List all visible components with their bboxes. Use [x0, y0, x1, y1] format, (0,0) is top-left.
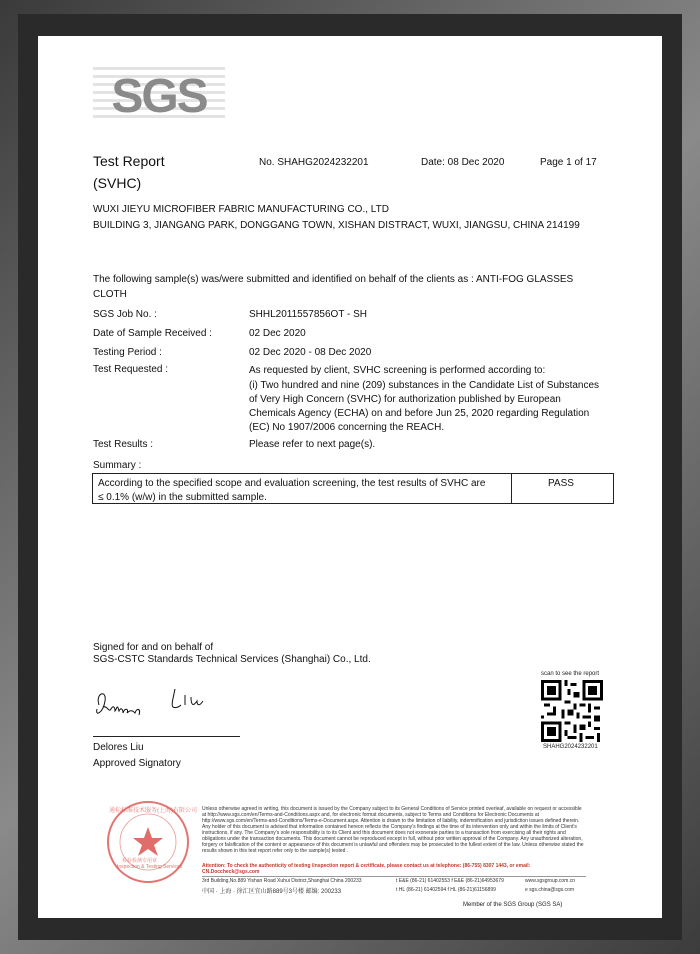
sample-intro: The following sample(s) was/were submitted and identified on behalf of the clients as : ANTI-FOG GLASSES: [93, 274, 574, 285]
summary-result: PASS: [548, 478, 574, 489]
signature: [93, 683, 213, 723]
period-label: Testing Period :: [93, 347, 162, 358]
qr-code: [541, 680, 603, 742]
requested-line-4: Chemicals Agency (ECHA) on and before Jun 25, 2020 regarding Regulation: [249, 408, 590, 419]
summary-label: Summary :: [93, 460, 142, 471]
qr-caption-top: scan to see the report: [541, 671, 600, 677]
requested-line-5: (EC) No 1907/2006 concerning the REACH.: [249, 422, 445, 433]
footer-website: www.sgsgroup.com.cn: [525, 878, 576, 884]
report-date: Date: 08 Dec 2020: [421, 157, 505, 168]
requested-line-1: As requested by client, SVHC screening is performed according to:: [249, 365, 546, 376]
results-label: Test Results :: [93, 439, 154, 450]
report-subtitle: (SVHC): [93, 175, 142, 191]
sgs-group-member: Member of the SGS Group (SGS SA): [463, 902, 563, 908]
results-value: Please refer to next page(s).: [249, 439, 376, 450]
client-address: BUILDING 3, JIANGANG PARK, DONGGANG TOWN, XISHAN DISTRACT, WUXI, JIANGSU, CHINA 214199: [93, 220, 580, 231]
received-label: Date of Sample Received :: [93, 328, 212, 339]
summary-text-1: According to the specified scope and evaluation screening, the test results of SVHC are: [98, 478, 486, 489]
footer-address-cn: 中国 · 上海 · 徐汇区宜山路889号3号楼 邮编: 200233: [202, 889, 342, 895]
footer-rule: [202, 876, 586, 877]
report-number: No. SHAHG2024232201: [259, 157, 369, 168]
summary-divider: [511, 474, 512, 503]
legal-disclaimer: Unless otherwise agreed in writing, this document is issued by the Company subject to its General Conditions of Service printed overleaf, available on request or accessible at http://www.sgs.com/en/Terms-and-Conditions.aspx and, for electronic format documents, subject to Terms and Conditions for Electronic Documents at http://www.sgs.com/en/Terms-and-Conditions/Terms-e-Document.aspx. Attention is drawn to the limitation of liability, indemnification and jurisdiction issues defined therein. Any holder of this document is advised that information contained hereon reflects the Company's findings at the time of its intervention only and within the limits of Client's instructions, if any. The Company's sole responsibility is to its Client and this document does not exonerate parties to a transaction from exercising all their rights and obligations under the transaction documents. This document cannot be reproduced except in full, without prior written approval of the Company. Any unauthorized alteration, forgery or falsification of the content or appearance of this document is unlawful and offenders may be prosecuted to the fullest extent of the law. Unless otherwise stated the results shown in this test report refer only to the sample(s) tested .: [202, 806, 584, 854]
footer-tel-1: t E&E (86-21) 61402553 f E&E (86-21)64953679: [396, 878, 504, 884]
sgs-logo: [93, 63, 225, 123]
job-no-label: SGS Job No. :: [93, 309, 157, 320]
sample-intro-cont: CLOTH: [93, 289, 127, 300]
footer-tel-2: t HL (86-21) 61402594 f HL (86-21)61156899: [396, 887, 496, 893]
seal-company-cn: 通标标准技术服务(上海)有限公司: [109, 808, 197, 814]
requested-line-2: (i) Two hundred and nine (209) substances in the Candidate List of Substances: [249, 380, 600, 391]
signatory-name: Delores Liu: [93, 742, 144, 753]
client-name: WUXI JIEYU MICROFIBER FABRIC MANUFACTURING CO., LTD: [93, 204, 389, 215]
footer-address-en: 3rd Building,No.889 Yishan Road Xuhui District,Shanghai China 200233: [202, 878, 362, 884]
signing-company: SGS-CSTC Standards Technical Services (Shanghai) Co., Ltd.: [93, 654, 371, 665]
signatory-role: Approved Signatory: [93, 758, 181, 769]
page-number: Page 1 of 17: [540, 157, 597, 168]
qr-caption-bottom: SHAHG2024232201: [543, 744, 598, 750]
report-title: Test Report: [93, 153, 165, 169]
signed-for: Signed for and on behalf of: [93, 642, 214, 653]
job-no-value: SHHL2011557856OT - SH: [249, 309, 368, 320]
requested-line-3: of Very High Concern (SVHC) for authorization published by European: [249, 394, 561, 405]
signature-line: [93, 736, 240, 737]
summary-table: [92, 473, 614, 504]
seal-subtitle-cn: 检验检测专用章: [122, 858, 158, 864]
period-value: 02 Dec 2020 - 08 Dec 2020: [249, 347, 372, 358]
received-value: 02 Dec 2020: [249, 328, 306, 339]
requested-label: Test Requested :: [93, 364, 169, 375]
svg-text:SGS: SGS: [111, 70, 207, 123]
summary-text-2: ≤ 0.1% (w/w) in the submitted sample.: [98, 492, 267, 503]
seal-subtitle-en: Inspection & Testing Services: [117, 864, 183, 870]
authenticity-notice: Attention: To check the authenticity of testing /inspection report & certificate, please contact us at telephone: (86-755) 8307 1443, or email: CN.Doccheck@sgs.com: [202, 863, 531, 875]
footer-email: e sgs.china@sgs.com: [525, 887, 574, 893]
